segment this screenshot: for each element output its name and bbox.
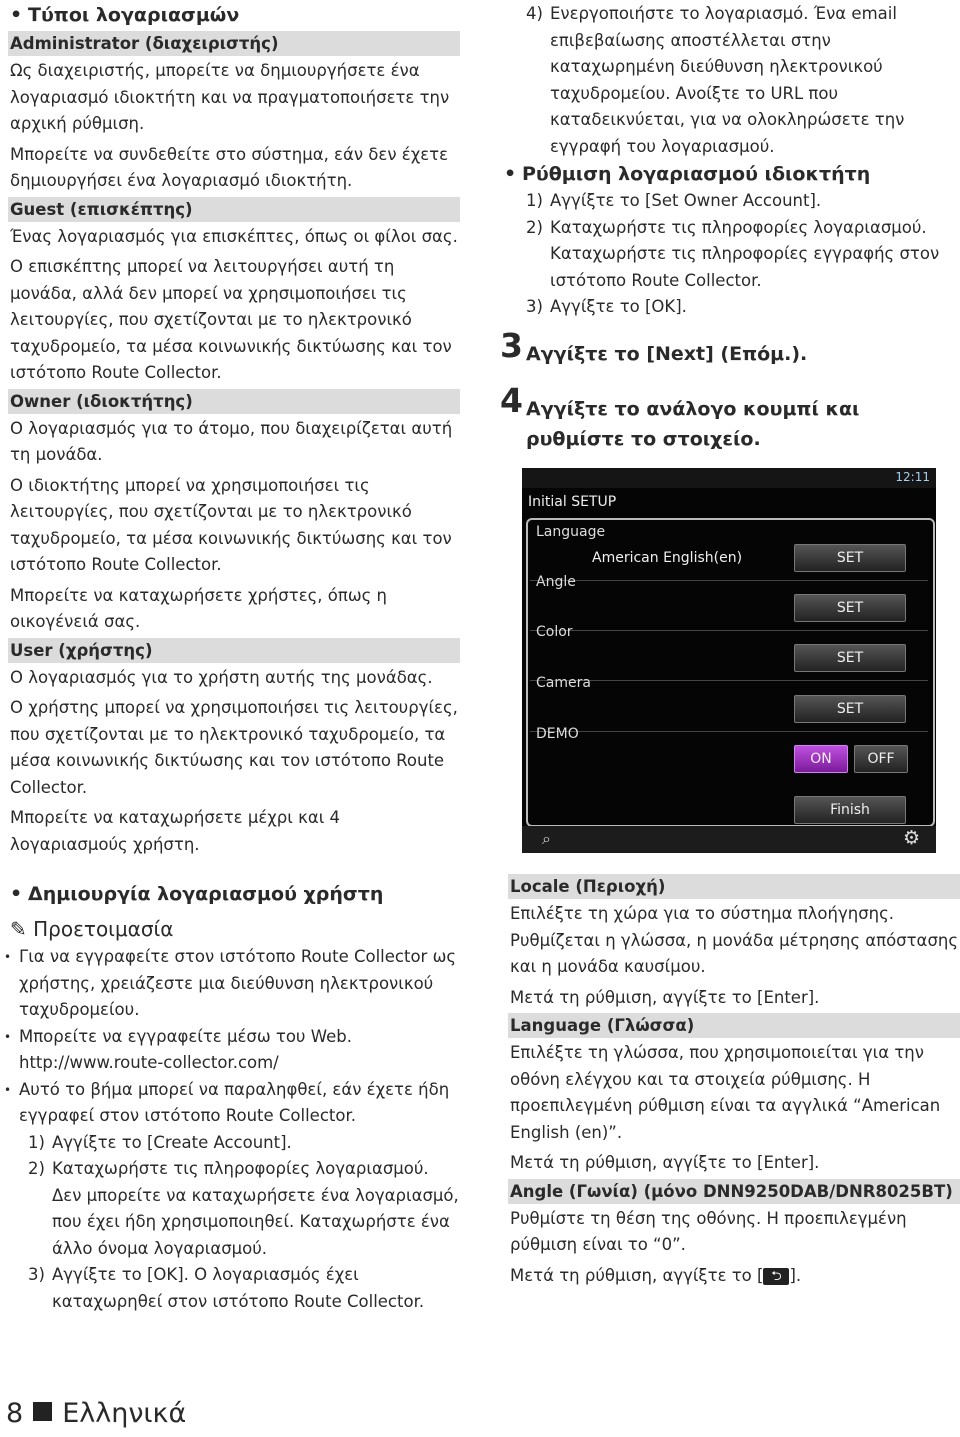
demo-on-button[interactable]: ON [794, 745, 848, 773]
initial-setup-screenshot [522, 468, 936, 853]
language-value: American English(en) [592, 550, 743, 566]
language-name: Ελληνικά [62, 1398, 187, 1429]
color-label: Color [536, 624, 573, 640]
prep-item: • Αυτό το βήμα μπορεί να παραληφθεί, εάν έχετε ήδη εγγραφεί στον ιστότοπο Route Collector. [4, 1079, 450, 1125]
owner-text-3: Μπορείτε να καταχωρήσετε χρήστες, όπως η οικογένειά σας. [10, 585, 388, 631]
left-column [4, 0, 460, 1315]
language-text-1: Επιλέξτε τη γλώσσα, που χρησιμοποιείται για την οθόνη ελέγχου και τα στοιχεία ρύθμισης. Η προεπιλεγμένη ρύθμιση είναι τα αγγλικά “American English (en)”. [510, 1043, 941, 1142]
language-set-button[interactable]: SET [794, 544, 906, 572]
right-column [500, 0, 960, 454]
color-set-button[interactable]: SET [794, 644, 906, 672]
locale-text-2: Μετά τη ρύθμιση, αγγίξτε το [Enter]. [510, 987, 820, 1007]
demo-off-button[interactable]: OFF [854, 745, 908, 773]
divider [530, 580, 928, 581]
owner-text-2: Ο ιδιοκτήτης μπορεί να χρησιμοποιήσει τις λειτουργίες, που σχετίζονται με το ηλεκτρονικό ταχυδρομείο, τα μέσα κοινωνικής δικτύωσης και τον ιστότοπο Route Collector. [10, 475, 452, 574]
admin-header: Administrator (διαχειριστής) [8, 31, 460, 56]
language-label: Language [536, 524, 606, 540]
user-text-3: Μπορείτε να καταχωρήσετε μέχρι και 4 λογαριασμούς χρήστη. [10, 808, 341, 854]
gear-icon[interactable]: ⚙ [902, 827, 920, 849]
admin-text-2: Μπορείτε να συνδεθείτε στο σύστημα, εάν δεν έχετε δημιουργήσει ένα λογαριασμό ιδιοκτήτη. [10, 144, 449, 190]
prep-item: • Για να εγγραφείτε στον ιστότοπο Route Collector ως χρήστης, χρειάζεστε μια διεύθυνση ηλεκτρονικού ταχυδρομείου. [4, 947, 457, 1019]
clock: 12:11 [895, 470, 930, 484]
square-marker [33, 1402, 52, 1421]
user-text-2: Ο χρήστης μπορεί να χρησιμοποιήσει τις λειτουργίες, που σχετίζονται με το ηλεκτρονικό ταχυδρομείο, τα μέσα κοινωνικής δικτύωσης και τον ιστότοπο Route Collector. [10, 698, 458, 797]
user-header: User (χρήστης) [8, 638, 460, 663]
create-user-title: • Δημιουργία λογαριασμού χρήστη [10, 883, 384, 905]
preparation-title: ✎ Προετοιμασία [10, 917, 174, 941]
route-collector-link[interactable]: http://www.route-collector.com/ [19, 1053, 279, 1072]
step-4: 4 Αγγίξτε το ανάλογο κουμπί και ρυθμίστε το στοιχείο. [500, 380, 860, 450]
owner-text-1: Ο λογαριασμός για το άτομο, που διαχειρίζεται αυτή τη μονάδα. [10, 418, 453, 464]
screen-title: Initial SETUP [528, 494, 617, 510]
angle-label: Angle [536, 574, 576, 590]
pencil-icon: ✎ [10, 917, 27, 941]
step-item: 3) Αγγίξτε το [OK]. [526, 297, 687, 316]
step-item: 2) Καταχωρήστε τις πληροφορίες λογαριασμού. Δεν μπορείτε να καταχωρήσετε ένα λογαριασμό, που έχει ήδη χρησιμοποιηθεί. Καταχωρήστε ένα άλλο όνομα λογαριασμού. [28, 1159, 459, 1258]
back-icon: ⮌ [763, 1268, 789, 1285]
divider [530, 630, 928, 631]
angle-text-2: Μετά τη ρύθμιση, αγγίξτε το [ ⮌ ]. [510, 1265, 802, 1285]
owner-setup-title: • Ρύθμιση λογαριασμού ιδιοκτήτη [504, 163, 871, 185]
demo-label: DEMO [536, 726, 579, 742]
divider [530, 731, 928, 732]
page-footer [6, 1398, 186, 1429]
bottom-bar [522, 826, 936, 853]
camera-label: Camera [536, 675, 591, 691]
step-item: 4) Ενεργοποιήστε το λογαριασμό. Ένα email επιβεβαίωσης αποστέλλεται στην καταχωρημένη διεύθυνση ηλεκτρονικού ταχυδρομείου. Ανοίξτε το URL που καταδεικνύεται, για να ολοκληρώσετε την εγγραφή του λογαριασμού. [526, 4, 905, 156]
guest-text-2: Ο επισκέπτης μπορεί να λειτουργήσει αυτή τη μονάδα, αλλά δεν μπορεί να χρησιμοποιήσει τις λειτουργίες, που σχετίζονται με το ηλεκτρονικό ταχυδρομείο, τα μέσα κοινωνικής δικτύωσης και τον ιστότοπο Route Collector. [10, 257, 452, 382]
step-item: 3) Αγγίξτε το [OK]. Ο λογαριασμός έχει καταχωρηθεί στον ιστότοπο Route Collector. [28, 1265, 425, 1311]
step-item: 1) Αγγίξτε το [Set Owner Account]. [526, 191, 822, 210]
camera-set-button[interactable]: SET [794, 695, 906, 723]
language-text-2: Μετά τη ρύθμιση, αγγίξτε το [Enter]. [510, 1153, 820, 1172]
guest-text-1: Ένας λογαριασμός για επισκέπτες, όπως οι φίλοι σας. [10, 226, 458, 246]
language-header: Language (Γλώσσα) [508, 1013, 960, 1038]
account-types-title: • Τύποι λογαριασμών [10, 4, 240, 26]
user-text-1: Ο λογαριασμός για το χρήστη αυτής της μονάδας. [10, 667, 433, 687]
right-lower [500, 872, 960, 1289]
admin-text-1: Ως διαχειριστής, μπορείτε να δημιουργήσετε ένα λογαριασμό ιδιοκτήτη και να πραγματοποιήσετε την αρχική ρύθμιση. [10, 61, 450, 133]
status-bar [522, 468, 936, 488]
angle-text-1: Ρυθμίστε τη θέση της οθόνης. Η προεπιλεγμένη ρύθμιση είναι το “0”. [510, 1208, 907, 1254]
locale-text-1: Επιλέξτε τη χώρα για το σύστημα πλοήγησης. Ρυθμίζεται η γλώσσα, η μονάδα μέτρησης απόστασης και η μονάδα καυσίμου. [510, 904, 959, 976]
prep-item: • Μπορείτε να εγγραφείτε μέσω του Web. http://www.route-collector.com/ [4, 1026, 352, 1072]
angle-set-button[interactable]: SET [794, 594, 906, 622]
page-number: 8 [6, 1398, 24, 1429]
step-3: 3 Αγγίξτε το [Next] (Επόμ.). [500, 325, 808, 365]
guest-header: Guest (επισκέπτης) [8, 197, 460, 222]
owner-header: Owner (ιδιοκτήτης) [8, 389, 460, 414]
step-item: 2) Καταχωρήστε τις πληροφορίες λογαριασμού. Καταχωρήστε τις πληροφορίες εγγραφής στον ιστότοπο Route Collector. [526, 217, 940, 290]
search-icon[interactable]: ⌕ [542, 829, 551, 848]
angle-header: Angle (Γωνία) (μόνο DNN9250DAB/DNR8025BT) [508, 1179, 960, 1204]
finish-button[interactable]: Finish [794, 796, 906, 824]
locale-header: Locale (Περιοχή) [508, 874, 960, 899]
step-item: 1) Αγγίξτε το [Create Account]. [28, 1132, 292, 1152]
